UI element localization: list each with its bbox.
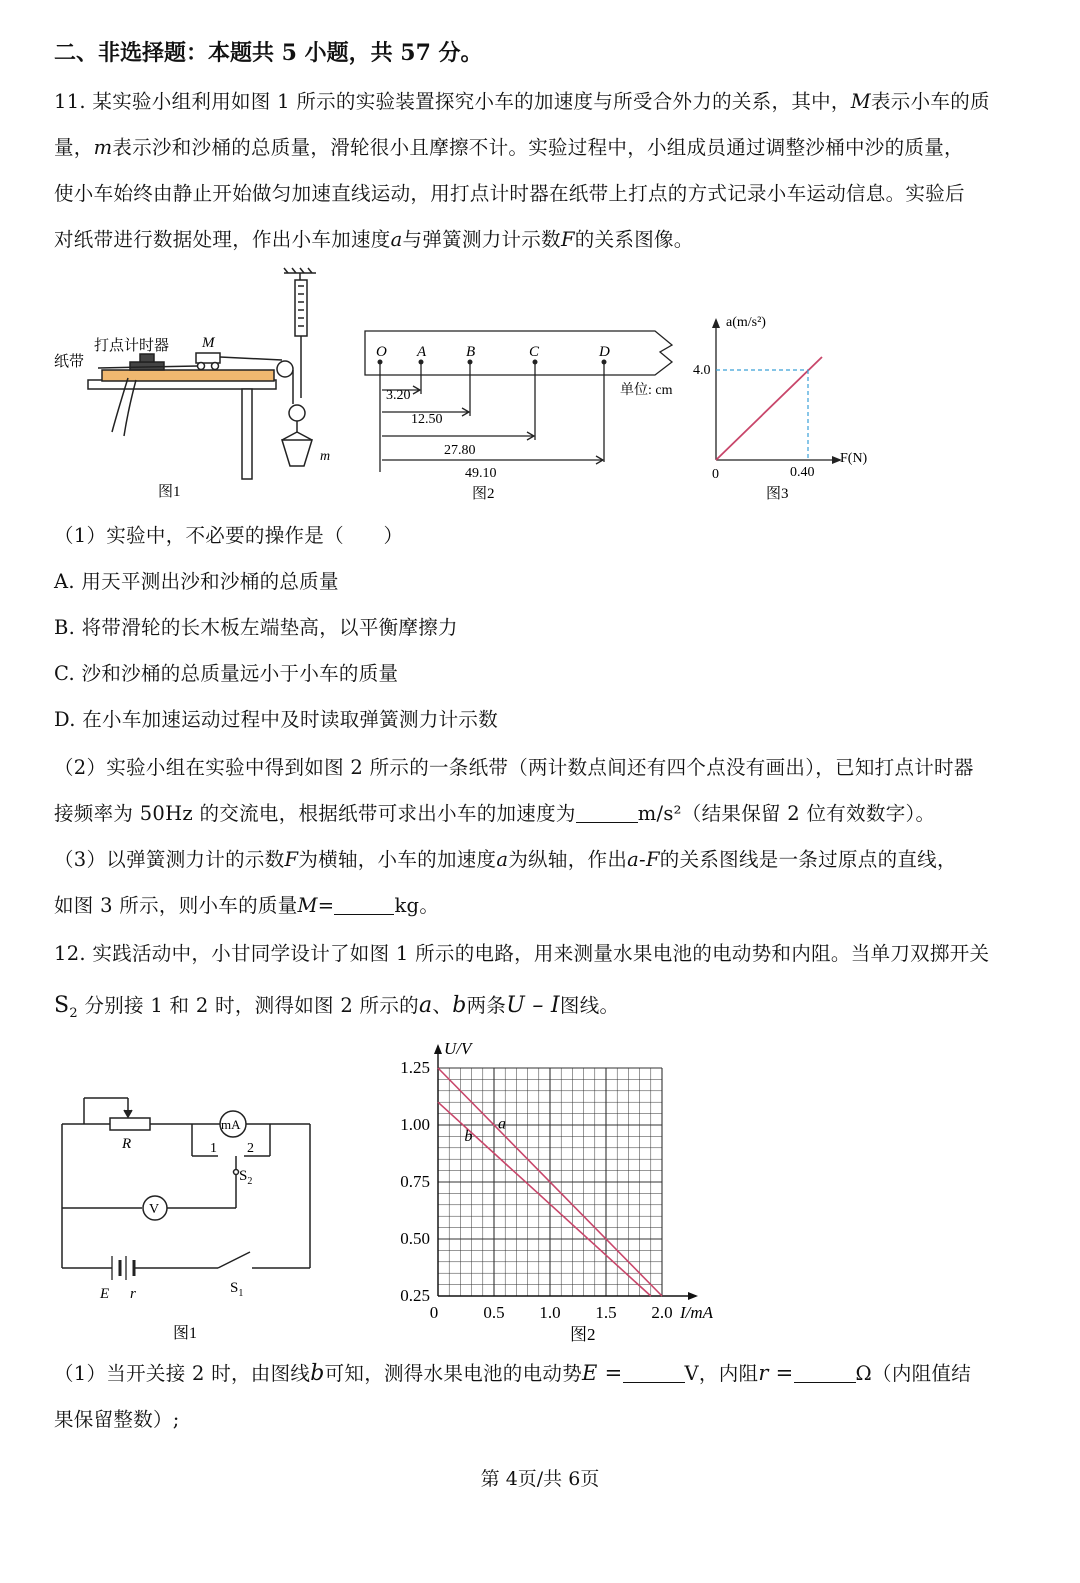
q11-figures xyxy=(0,262,1080,512)
var-M: M xyxy=(850,90,871,113)
fig3-caption: 图3 xyxy=(766,486,789,502)
fig2-unit: 单位: cm xyxy=(620,383,673,398)
fig2-dist-OD: 49.10 xyxy=(465,466,497,481)
fig2-tape xyxy=(365,331,672,472)
fig3-graph xyxy=(712,318,842,464)
text: 对纸带进行数据处理，作出小车加速度 xyxy=(54,228,391,251)
switch-sub: 2 xyxy=(69,1005,78,1021)
section-title: 二、非选择题：本题共 5 小题，共 57 分。 xyxy=(54,40,483,66)
var-E: E = xyxy=(582,1361,623,1385)
text: 为横轴，小车的加速度 xyxy=(298,848,497,871)
q11-line-1 xyxy=(54,86,990,114)
q12-part1-line2: 果保留整数）; xyxy=(54,1408,180,1431)
text: 量， xyxy=(54,136,94,159)
S1-letter: S xyxy=(230,1280,239,1296)
fig3-ytick: 4.0 xyxy=(693,363,711,378)
fig2-point-B: B xyxy=(466,344,476,360)
fig1-apparatus xyxy=(88,268,316,479)
q11-part2-line1: （2）实验小组在实验中得到如图 2 所示的一条纸带（两计数点间还有四个点没有画出），已知打点计时器 xyxy=(54,756,974,779)
text: 可知，测得水果电池的电动势 xyxy=(324,1362,583,1385)
text: 分别接 1 和 2 时，测得如图 2 所示的 xyxy=(77,994,419,1017)
answer-blank[interactable] xyxy=(576,803,638,824)
page-footer: 第 4页/共 6页 xyxy=(480,1468,600,1490)
text: 与弹簧测力计示数 xyxy=(402,228,561,251)
text: 两条 xyxy=(466,994,507,1017)
var-a-F: a-F xyxy=(627,848,660,871)
fig2-point-O: O xyxy=(376,344,387,360)
fig3-origin: 0 xyxy=(712,467,719,482)
answer-blank-r[interactable] xyxy=(794,1363,856,1384)
q11-option-b: B. 将带滑轮的长木板左端垫高，以平衡摩擦力 xyxy=(54,616,458,639)
text: （1）当开关接 2 时，由图线 xyxy=(54,1362,311,1385)
x-tick-label: 0 xyxy=(429,1303,439,1322)
q11-option-c: C. 沙和沙桶的总质量远小于小车的质量 xyxy=(54,662,399,685)
x-tick-label: 1.5 xyxy=(595,1303,617,1322)
text: = xyxy=(317,894,335,917)
circuit-caption: 图1 xyxy=(173,1325,198,1342)
text: 的关系图像。 xyxy=(574,228,694,251)
fig1-caption: 图1 xyxy=(158,484,181,500)
fig2-point-A: A xyxy=(417,344,427,360)
var-F: F xyxy=(560,228,575,251)
q11-line-4 xyxy=(54,224,694,252)
terminal-2-label: 2 xyxy=(247,1141,254,1156)
var-b: b xyxy=(310,1361,325,1386)
fig2-dist-OA: 3.20 xyxy=(386,388,411,403)
S2-letter: S xyxy=(239,1168,248,1184)
fig1-tape-label: 纸带 xyxy=(54,354,85,370)
q11-line-3: 使小车始终由静止开始做匀加速直线运动，用打点计时器在纸带上打点的方式记录小车运动信息。实验后 xyxy=(54,182,965,205)
switch-S2-label xyxy=(239,1168,252,1187)
text: 如图 3 所示，则小车的质量 xyxy=(54,894,298,917)
var-a: a xyxy=(390,228,403,251)
q12-line-2 xyxy=(54,990,619,1021)
y-tick-label: 0.50 xyxy=(400,1229,430,1248)
var-b: b xyxy=(452,993,467,1018)
x-axis-arrow xyxy=(688,1292,698,1300)
q11-part2-line2 xyxy=(54,798,935,826)
text: kg。 xyxy=(394,894,440,917)
y-tick-label: 1.00 xyxy=(400,1115,430,1134)
var-r: r = xyxy=(758,1361,794,1385)
emf-E-label: E xyxy=(100,1286,110,1302)
q11-part3-line1 xyxy=(54,844,957,872)
fig2-dots xyxy=(378,360,607,365)
y-axis-label: U/V xyxy=(444,1039,472,1058)
text: V，内阻 xyxy=(684,1362,759,1385)
fig3-line xyxy=(716,357,822,460)
q11-line-2 xyxy=(54,132,964,160)
S1-sub: 1 xyxy=(238,1288,244,1299)
var-M: M xyxy=(297,894,318,917)
fig1-M-label: M xyxy=(202,335,215,351)
q11-option-d: D. 在小车加速运动过程中及时读取弹簧测力计示数 xyxy=(54,708,499,731)
series-label-a: a xyxy=(498,1115,506,1133)
fig1-m-label: m xyxy=(320,449,331,464)
q11-part1: （1）实验中，不必要的操作是（ ） xyxy=(54,524,404,547)
switch-S1-label xyxy=(230,1280,243,1299)
voltmeter-label: V xyxy=(149,1202,160,1217)
q11-part3-line2 xyxy=(54,890,439,918)
fig3-ylabel: a(m/s²) xyxy=(726,315,766,330)
chart-labels xyxy=(400,1039,713,1344)
fig2-dist-OC: 27.80 xyxy=(444,443,476,458)
q12-line-1: 12. 实践活动中，小甘同学设计了如图 1 所示的电路，用来测量水果电池的电动势和内阻。当单刀双掷开关 xyxy=(54,942,990,965)
fig3-xlabel: F(N) xyxy=(840,451,868,466)
fig2-point-C: C xyxy=(529,344,540,360)
circuit-R-label: R xyxy=(122,1136,132,1152)
var-U-I: U – I xyxy=(506,993,560,1018)
text: 接频率为 50Hz 的交流电，根据纸带可求出小车的加速度为 xyxy=(54,802,576,825)
text: Ω（内阻值结 xyxy=(855,1362,972,1385)
q11-option-a: A. 用天平测出沙和沙桶的总质量 xyxy=(54,570,339,593)
chart-caption: 图2 xyxy=(570,1325,596,1344)
var-m: m xyxy=(93,136,113,159)
fig3-xtick: 0.40 xyxy=(790,465,815,480)
x-tick-label: 0.5 xyxy=(483,1303,505,1322)
x-tick-label: 2.0 xyxy=(651,1303,673,1322)
text: m/s²（结果保留 2 位有效数字）。 xyxy=(637,802,936,825)
var-F: F xyxy=(284,848,299,871)
text: 表示沙和沙桶的总质量，滑轮很小且摩擦不计。实验过程中，小组成员通过调整沙桶中沙的质量， xyxy=(112,136,964,159)
milliammeter-label: mA xyxy=(221,1117,241,1132)
answer-blank[interactable] xyxy=(334,895,394,916)
series-label-b: b xyxy=(464,1127,473,1145)
y-tick-label: 0.25 xyxy=(400,1286,430,1305)
text: 11. 某实验小组利用如图 1 所示的实验装置探究小车的加速度与所受合外力的关系，其中， xyxy=(54,90,851,113)
x-axis-label: I/mA xyxy=(680,1303,714,1322)
text: 为纵轴，作出 xyxy=(508,848,628,871)
x-tick-label: 1.0 xyxy=(539,1303,561,1322)
fig2-dist-OB: 12.50 xyxy=(411,412,443,427)
fig2-point-D: D xyxy=(599,344,610,360)
text: 图线。 xyxy=(559,994,620,1017)
q12-ui-chart xyxy=(380,1030,740,1350)
y-axis-arrow xyxy=(434,1044,442,1054)
y-tick-label: 0.75 xyxy=(400,1172,430,1191)
y-tick-label: 1.25 xyxy=(400,1058,430,1077)
text: 、 xyxy=(432,994,453,1017)
text: 的关系图线是一条过原点的直线， xyxy=(659,848,957,871)
fig1-timer-label: 打点计时器 xyxy=(94,338,170,354)
var-a: a xyxy=(496,848,509,871)
q12-part1-line1 xyxy=(54,1358,971,1386)
internal-r-label: r xyxy=(130,1286,136,1302)
var-a: a xyxy=(418,993,433,1018)
text: （3）以弹簧测力计的示数 xyxy=(54,848,285,871)
S2-sub: 2 xyxy=(247,1176,253,1187)
answer-blank-E[interactable] xyxy=(623,1363,685,1384)
text: 表示小车的质 xyxy=(871,90,990,113)
switch-S: S xyxy=(54,993,70,1018)
q12-circuit xyxy=(0,1080,340,1350)
terminal-1-label: 1 xyxy=(210,1141,217,1156)
fig2-caption: 图2 xyxy=(472,486,495,502)
